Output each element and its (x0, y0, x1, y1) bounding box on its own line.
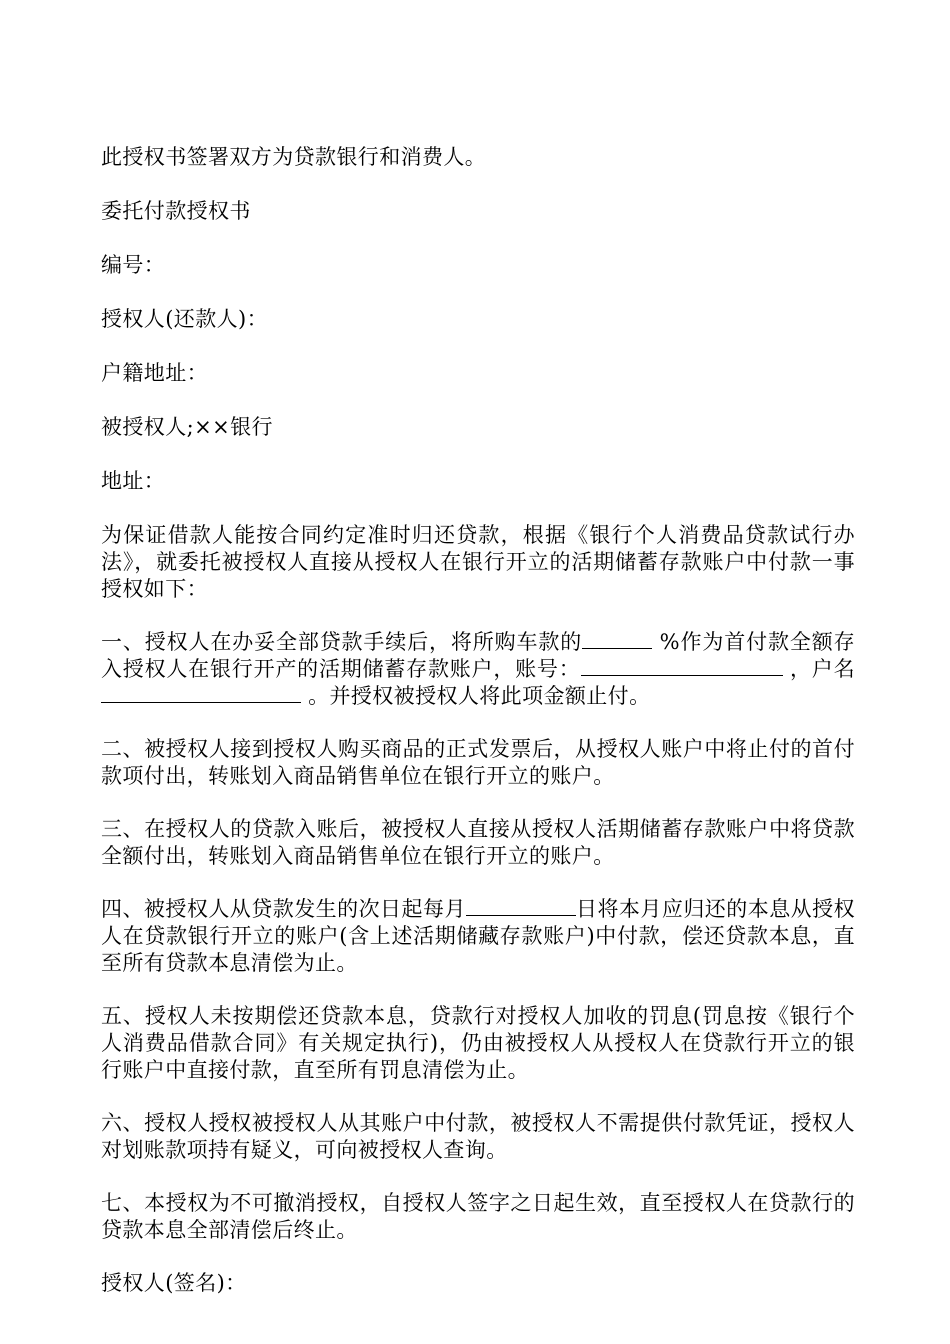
payment-day-blank (466, 897, 576, 916)
clause-1 (101, 629, 855, 710)
clause-4-part-1: 四、被授权人从贷款发生的次日起每月 (101, 897, 466, 921)
document-title: 委托付款授权书 (101, 199, 251, 223)
clause-2: 二、被授权人接到授权人购买商品的正式发票后，从授权人账户中将止付的首付款项付出，转账划入商品销售单位在银行开立的账户。 (101, 737, 855, 788)
clause-1-part-1: 一、授权人在办妥全部贷款手续后，将所购车款的 (101, 630, 583, 654)
clause-3: 三、在授权人的贷款入账后，被授权人直接从授权人活期储蓄存款账户中将贷款全额付出，转账划入商品销售单位在银行开立的账户。 (101, 817, 855, 868)
clause-6: 六、授权人授权被授权人从其账户中付款，被授权人不需提供付款凭证，授权人对划账款项持有疑义，可向被授权人查询。 (101, 1111, 855, 1162)
clause-1-part-2: %作为首付款全额存入授权人在银行开产的活期储蓄存款账户，账号： (101, 630, 855, 681)
clause-1-part-3: ，户名 (790, 657, 855, 681)
intro-paragraph: 此授权书签署双方为贷款银行和消费人。 (101, 145, 487, 169)
grantee-line: 被授权人;××银行 (101, 415, 273, 439)
account-number-blank-1 (581, 657, 727, 676)
account-number-blank-2 (727, 657, 783, 676)
clause-5: 五、授权人未按期偿还贷款本息，贷款行对授权人加收的罚息(罚息按《银行个人消费品借款合同》有关规定执行)，仍由被授权人从授权人在贷款行开立的银行账户中直接付款，直至所有罚息清偿为止。 (101, 1004, 855, 1082)
registered-address-label: 户籍地址： (101, 361, 208, 385)
clause-1-part-4: 。并授权被授权人将此项金额止付。 (308, 684, 651, 708)
account-name-blank (101, 684, 301, 703)
grantor-label: 授权人(还款人)： (101, 307, 268, 331)
clause-4-part-2: 日将本月应归还的本息从授权人在贷款银行开立的账户(含上述活期储藏存款账户)中付款，偿还贷款本息，直至所有贷款本息清偿为止。 (101, 897, 855, 975)
preamble-paragraph: 为保证借款人能按合同约定准时归还贷款，根据《银行个人消费品贷款试行办法》，就委托被授权人直接从授权人在银行开立的活期储蓄存款账户中付款一事授权如下： (101, 523, 855, 601)
down-payment-percent-blank (582, 630, 652, 649)
number-label: 编号： (101, 253, 166, 277)
address-label: 地址： (101, 469, 166, 493)
clause-7: 七、本授权为不可撤消授权，自授权人签字之日起生效，直至授权人在贷款行的贷款本息全部清偿后终止。 (101, 1191, 855, 1242)
document-body (101, 144, 855, 1324)
signature-label: 授权人(签名)： (101, 1271, 247, 1295)
clause-4 (101, 896, 855, 977)
